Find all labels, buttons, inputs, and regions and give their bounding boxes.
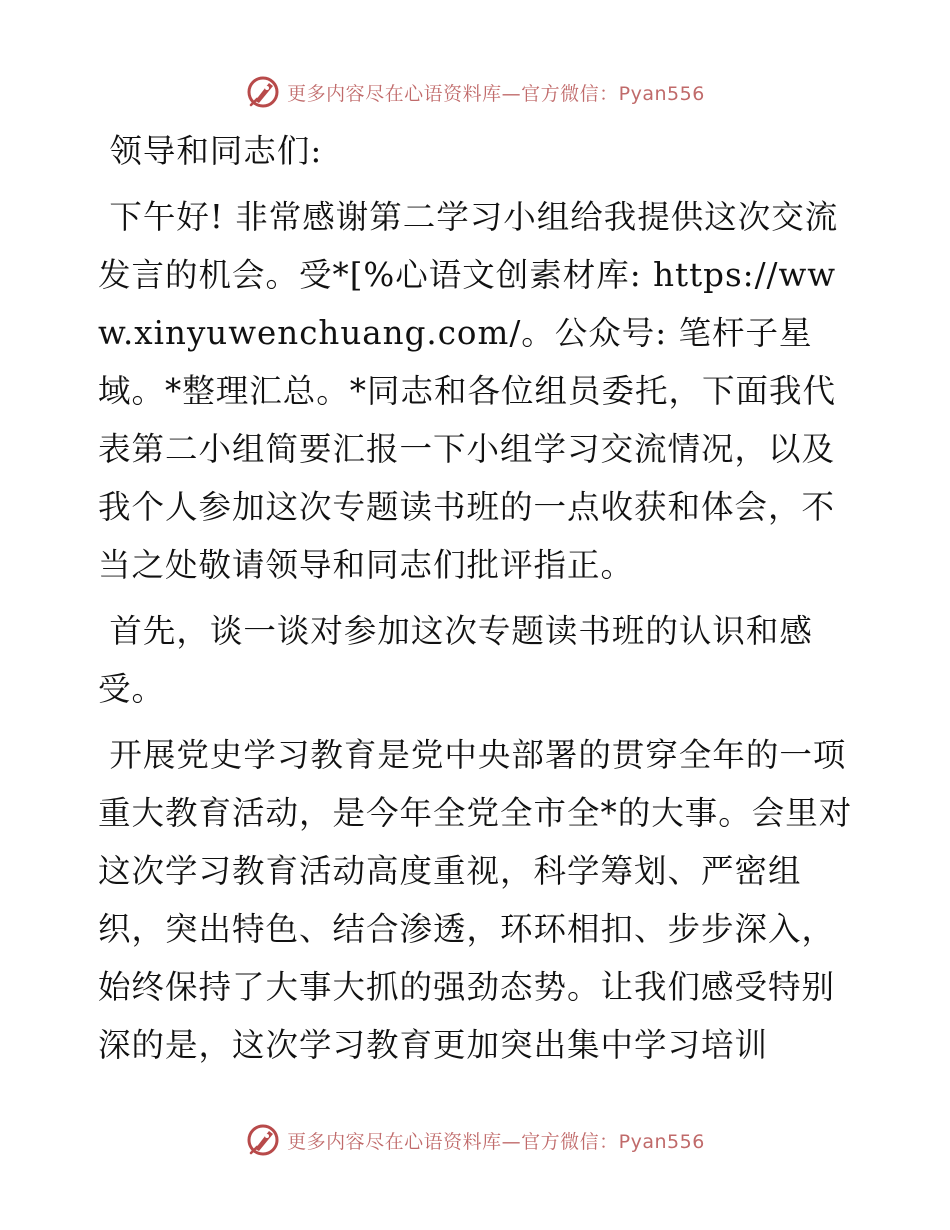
watermark-text: 更多内容尽在心语资料库—官方微信：Pyan556 [287, 1130, 705, 1153]
paragraph: 首先，谈一谈对参加这次专题读书班的认识和感受。 [98, 612, 813, 708]
watermark-text: 更多内容尽在心语资料库—官方微信：Pyan556 [287, 82, 705, 105]
salutation: 领导和同志们: [98, 132, 323, 170]
footer-watermark [0, 1120, 950, 1160]
paragraph: 下午好! 非常感谢第二学习小组给我提供这次交流发言的机会。受*[%心语文创素材库: https://www.xinyuwenchuang.com/。公众号: 笔杆子星域。*整理汇总。*同志和各位组员委托，下面我代表第二小组简要汇报一下小组学习交流情况，以及我个人参加这次专题读书班的一点收获和体会，不当之处敬请领导和同志们批评指正。 [98, 198, 839, 584]
quill-pen-logo-icon [245, 74, 281, 110]
header-watermark [0, 72, 950, 112]
document-body [98, 122, 858, 1074]
paragraph: 开展党史学习教育是党中央部署的贯穿全年的一项重大教育活动，是今年全党全市全*的大事。会里对这次学习教育活动高度重视，科学筹划、严密组织，突出特色、结合渗透，环环相扣、步步深入，始终保持了大事大抓的强劲态势。让我们感受特别深的是，这次学习教育更加突出集中学习培训 [98, 736, 853, 1064]
quill-pen-logo-icon [245, 1122, 281, 1158]
